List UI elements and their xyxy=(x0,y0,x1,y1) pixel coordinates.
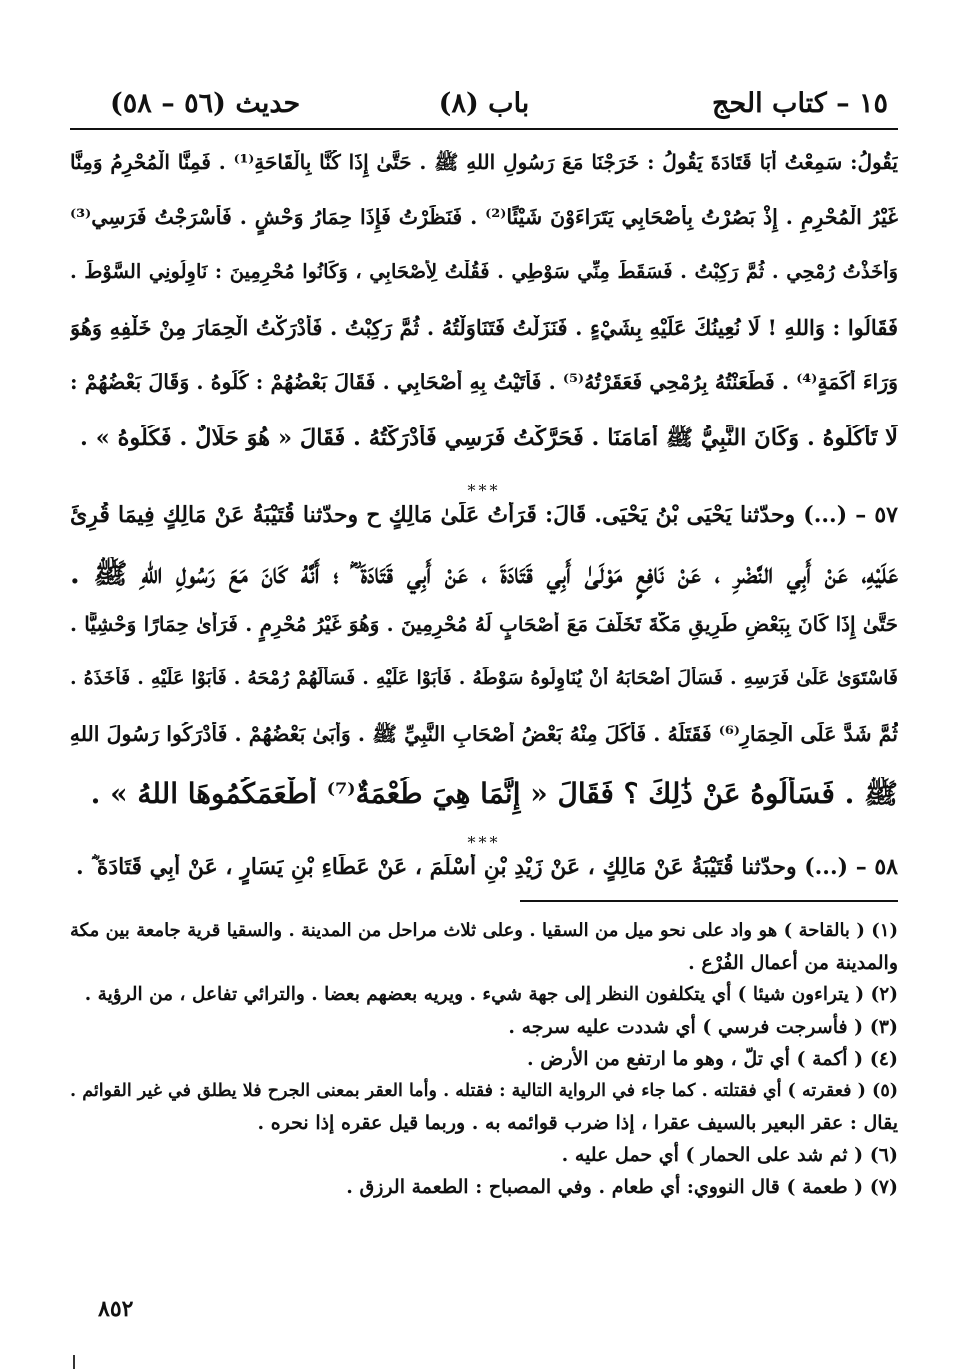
section-separator: *** xyxy=(467,481,501,500)
hadith-57-line: ﷺ . فَسَأَلُوهُ عَنْ ذَٰلِكَ ؟ فَقَالَ « إِنَّمَا هِيَ طُعْمَةٌ⁽⁷⁾ أَطْعَمَكُمُوهَا اللهُ » . xyxy=(90,777,898,810)
hadith-57-line: عَلَيْهِ، عَنْ أَبِي النَّضْرِ ، عَنْ نَافِعٍ مَوْلَىٰ أَبِي قَتَادَةَ ، عَنْ أَبِي قَتَادَةَ ؓ ؛ أَنَّهُ كَانَ مَعَ رَسُولِ اللهِ ﷺ . xyxy=(70,557,898,590)
footnote-2: (٢) ( يتراءون شيئا ) أي يتكلفون النظر إلى جهة شيء . ويريه بعضهم بعضا . والترائي تفاعل ، من الرؤية . xyxy=(84,984,898,1005)
hadith-57-line: ثُمَّ شَدَّ عَلَى الْحِمَارِ⁽⁶⁾ فَقَتَلَهُ . فَأَكَلَ مِنْهُ بَعْضُ أَصْحَابِ النَّبِيِّ ﷺ . وَأَبَىٰ بَعْضُهُمْ . فَأَدْرَكُوا رَسُولَ اللهِ xyxy=(70,722,898,746)
text-line: وَأَخَذْتُ رُمْحِي . ثُمَّ رَكِبْتُ . فَسَقَطَ مِنِّي سَوْطِي . فَقُلْتُ لِأَصْحَابِي ، وَكَانُوا مُحْرِمِينَ : نَاوِلُونِي السَّوْطَ . xyxy=(70,260,898,283)
text-line: وَرَاءَ أَكَمَةٍ⁽⁴⁾ . فَطَعَنْتُهُ بِرُمْحِي فَعَقَرْتُهُ⁽⁵⁾ . فَأَتَيْتُ بِهِ أَصْحَابِي . فَقَالَ بَعْضُهُمْ : كُلُوهُ . وَقَالَ بَعْضُهُمْ : xyxy=(70,370,898,394)
footnote-1: (١) ( بالقاحة ) هو واد على نحو ميل من السقيا . وعلى ثلاث مراحل من المدينة . والسقيا قرية جامعة بين مكة xyxy=(70,920,898,941)
page-header xyxy=(70,84,898,130)
scan-edge-mark xyxy=(73,1355,75,1369)
header-chapter: (٨) باب xyxy=(438,88,530,119)
page-number: ٨٥٢ xyxy=(98,1296,134,1322)
footnote-1-cont: والمدينة من أعمال الفُرْع . xyxy=(688,952,898,974)
footnote-5-cont: يقال : عقر البعير بالسيف عقرا ، إذا ضرب قوائمه به . وربما قيل عقره إذا نحره . xyxy=(257,1112,898,1134)
hadith-58-line: ٥٨ – (...) وحدّثنا قُتَيْبَةُ عَنْ مَالِكٍ ، عَنْ زَيْدِ بْنِ أَسْلَمَ ، عَنْ عَطَاءِ بْنِ يَسَارٍ ، عَنْ أَبِي قَتَادَةَ ؓ . xyxy=(76,854,898,880)
header-hadith-range: (٥٦ – ٥٨) حديث xyxy=(110,88,301,119)
header-book-title: ١٥ – كتاب الحج xyxy=(712,88,888,119)
text-line: غَيْرُ الْمُحْرِمِ . إِذْ بَصُرْتُ بِأَصْحَابِي يَتَرَاءَوْنَ شَيْئًا⁽²⁾ . فَنَظَرْتُ فَإِذَا حِمَارُ وَحْشٍ . فَأَسْرَجْتُ فَرَسِي⁽³⁾ xyxy=(70,205,898,229)
footnote-3: (٣) ( فأسرجت فرسي ) أي شددت عليه سرجه . xyxy=(508,1016,898,1038)
footnote-rule xyxy=(520,900,898,902)
hadith-57-line: فَاسْتَوَىٰ عَلَىٰ فَرَسِهِ . فَسَأَلَ أَصْحَابَهُ أَنْ يُنَاوِلُوهُ سَوْطَهُ . فَأَبَوْا عَلَيْهِ . فَسَأَلَهُمْ رُمْحَهُ . فَأَبَوْا عَلَيْهِ . فَأَخَذَهُ . xyxy=(70,667,898,689)
footnote-5: (٥) ( فعقرته ) أي فقتلته . كما جاء في الرواية التالية : فقتله . وأما العقر بمعنى الجرح فلا يطلق في غير القوائم . xyxy=(70,1081,898,1101)
footnote-4: (٤) ( أكمة ) أي تلّ ، وهو ما ارتفع من الأرض . xyxy=(527,1048,898,1070)
text-line: لَا تَأْكُلُوهُ . وَكَانَ النَّبِيُّ ﷺ أَمَامَنَا . فَحَرَّكْتُ فَرَسِي فَأَدْرَكْتُهُ . فَقَالَ « هُوَ حَلَالٌ . فَكُلُوهُ » . xyxy=(80,425,898,451)
main-text xyxy=(70,150,898,909)
section-separator: *** xyxy=(467,833,501,852)
hadith-57-line: ٥٧ – (...) وحدّثنا يَحْيَى بْنُ يَحْيَى. قَالَ: قَرَأْتُ عَلَىٰ مَالِكٍ ح وحدّثنا قُتَيْبَةُ عَنْ مَالِكٍ فِيمَا قُرِئَ xyxy=(70,502,898,528)
footnote-7: (٧) ( طعمة ) قال النووي: أي طعام . وفي المصباح : الطعمة الرزق . xyxy=(346,1176,898,1198)
text-line: فَقَالُوا : وَاللهِ ! لَا نُعِينُكَ عَلَيْهِ بِشَيْءٍ . فَنَزَلْتُ فَتَنَاوَلْتُهُ . ثُمَّ رَكِبْتُ . فَأَدْرَكْتُ الْحِمَارَ مِنْ خَلْفِهِ وَهُوَ xyxy=(70,315,898,340)
footnotes xyxy=(70,915,898,1203)
hadith-57-line: حَتَّىٰ إِذَا كَانَ بِبَعْضِ طَرِيقِ مَكَّةَ تَخَلَّفَ مَعَ أَصْحَابٍ لَهُ مُحْرِمِينَ . وَهُوَ غَيْرُ مُحْرِمٍ . فَرَأَىٰ حِمَارًا وَحْشِيًّا . xyxy=(70,612,898,636)
footnote-6: (٦) ( ثم شد على الحمار ) أي حمل عليه . xyxy=(561,1144,898,1166)
text-line: يَقُولُ: سَمِعْتُ أَبَا قَتَادَةَ يَقُولُ : خَرَجْنَا مَعَ رَسُولِ اللهِ ﷺ . حَتَّىٰ إِذَا كُنَّا بِالْقَاحَةِ⁽¹⁾ . فَمِنَّا الْمُحْرِمُ وَمِنَّا xyxy=(70,150,898,174)
